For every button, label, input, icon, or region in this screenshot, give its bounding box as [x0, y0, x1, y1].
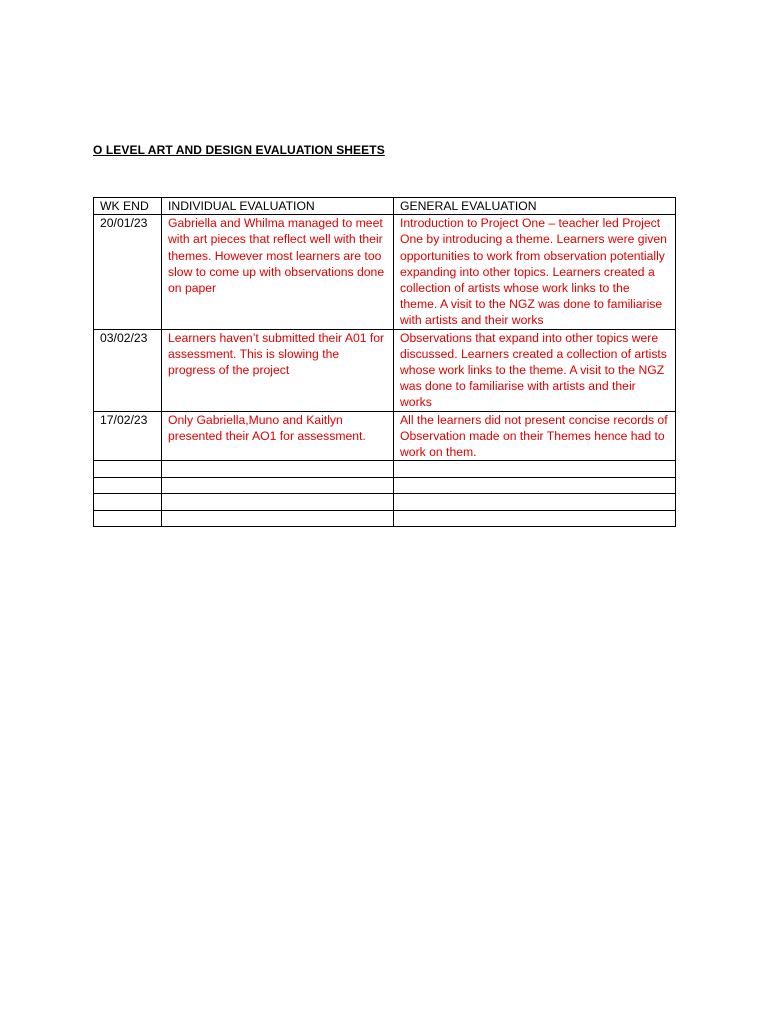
week-end-cell: 20/01/23: [94, 215, 162, 329]
table-header-row: [94, 198, 676, 215]
table-row: [94, 215, 676, 329]
empty-cell: [162, 494, 394, 511]
general-evaluation-cell: All the learners did not present concise records of Observation made on their Themes hence had to work on them.: [394, 411, 676, 461]
empty-cell: [94, 494, 162, 511]
week-end-cell: 17/02/23: [94, 411, 162, 461]
empty-cell: [162, 477, 394, 494]
header-week-end: WK END: [94, 198, 162, 215]
week-end-cell: 03/02/23: [94, 329, 162, 411]
empty-cell: [394, 461, 676, 478]
empty-cell: [94, 477, 162, 494]
empty-cell: [162, 461, 394, 478]
empty-table-row: [94, 494, 676, 511]
empty-cell: [394, 510, 676, 527]
table-row: [94, 411, 676, 461]
empty-table-row: [94, 510, 676, 527]
individual-evaluation-cell: Learners haven’t submitted their A01 for assessment. This is slowing the progress of the project: [162, 329, 394, 411]
empty-cell: [394, 477, 676, 494]
empty-table-row: [94, 477, 676, 494]
empty-cell: [394, 494, 676, 511]
table-row: [94, 329, 676, 411]
document-title: O LEVEL ART AND DESIGN EVALUATION SHEETS: [93, 143, 385, 157]
general-evaluation-cell: Introduction to Project One – teacher led Project One by introducing a theme. Learners were given opportunities to work from observation potentially expanding into other topics. Learners created a collection of artists whose work links to the theme. A visit to the NGZ was done to familiarise with artists and their works: [394, 215, 676, 329]
general-evaluation-cell: Observations that expand into other topics were discussed. Learners created a collection of artists whose work links to the theme. A visit to the NGZ was done to familiarise with artists and their works: [394, 329, 676, 411]
empty-cell: [94, 510, 162, 527]
header-individual-evaluation: INDIVIDUAL EVALUATION: [162, 198, 394, 215]
individual-evaluation-cell: Only Gabriella,Muno and Kaitlyn presented their AO1 for assessment.: [162, 411, 394, 461]
empty-table-row: [94, 461, 676, 478]
evaluation-table: [93, 197, 676, 527]
empty-cell: [94, 461, 162, 478]
empty-cell: [162, 510, 394, 527]
individual-evaluation-cell: Gabriella and Whilma managed to meet with art pieces that reflect well with their themes. However most learners are too slow to come up with observations done on paper: [162, 215, 394, 329]
header-general-evaluation: GENERAL EVALUATION: [394, 198, 676, 215]
